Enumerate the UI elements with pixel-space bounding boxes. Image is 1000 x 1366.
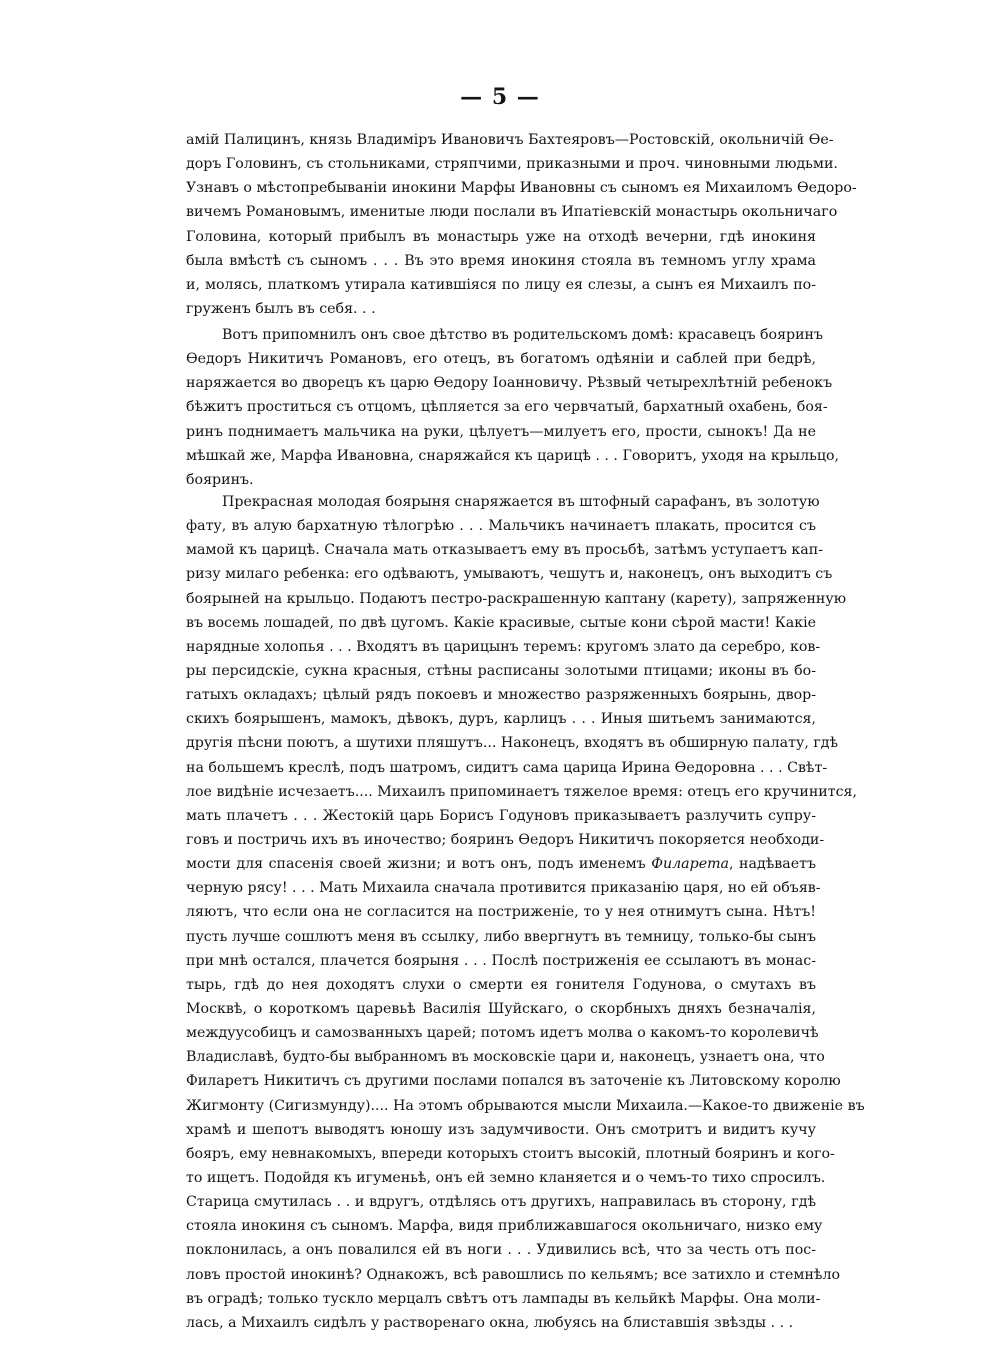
- text-line: и, молясь, платкомъ утирала катившіяся по лицу ея слезы, а сынъ ея Михаилъ по-: [186, 276, 816, 293]
- text-line: амій Палицинъ, князь Владиміръ Ивановичъ Бахтеяровъ—Ростовскій, окольничій Ѳе-: [186, 132, 834, 148]
- text-line: пусть лучше сошлютъ меня въ ссылку, либо ввергнутъ въ темницу, только-бы сынъ: [186, 928, 816, 945]
- text-line: Ѳедоръ Никитичъ Романовъ, его отецъ, въ богатомъ одѣяніи и саблей при бедрѣ,: [186, 351, 816, 368]
- text-line: Прекрасная молодая боярыня снаряжается въ штофный сарафанъ, въ золотую: [222, 494, 820, 510]
- text-line: въ восемь лошадей, по двѣ цугомъ. Какіе красивые, сытые кони сѣрой масти! Какіе: [186, 614, 816, 631]
- text-line: лась, а Михаилъ сидѣлъ у растворенаго окна, любуясь на блиставшія звѣзды . . .: [186, 1314, 794, 1331]
- text-line: мамой къ царицѣ. Сначала мать отказываетъ ему въ просьбѣ, затѣмъ уступаетъ кап-: [186, 542, 824, 559]
- text-line: мать плачетъ . . . Жестокій царь Борисъ Годуновъ приказываетъ разлучить супру-: [186, 807, 816, 824]
- text-line: была вмѣстѣ съ сыномъ . . . Въ это время инокиня стояла въ темномъ углу храма: [186, 252, 816, 269]
- text-line: Узнавъ о мѣстопребываніи инокини Марфы Ивановны съ сыномъ ея Михаиломъ Ѳедоро-: [186, 180, 857, 197]
- text-line: Владиславѣ, будто-бы выбранномъ въ московскіе цари и, наконецъ, узнаетъ она, что: [186, 1049, 825, 1066]
- text-line: на большемъ креслѣ, подъ шатромъ, сидитъ сама царица Ирина Ѳедоровна . . . Свѣт-: [186, 759, 828, 776]
- text-line: при мнѣ остался, плачется боярыня . . . Послѣ постриженія ее ссылаютъ въ монас-: [186, 952, 816, 969]
- text-line: гатыхъ окладахъ; цѣлый рядъ покоевъ и множество разряженныхъ боярынь, двор-: [186, 687, 816, 704]
- text-line: ляютъ, что если она не согласится на постриженіе, то у нея отнимутъ сына. Нѣтъ!: [186, 904, 816, 921]
- text-line: ринъ поднимаетъ мальчика на руки, цѣлуетъ—милуетъ его, прости, сынокъ! Да не: [186, 423, 816, 440]
- text-line: доръ Головинъ, съ стольниками, стряпчими, приказными и проч. чиновными людьми.: [186, 156, 838, 173]
- text-line: ры персидскіе, сукна красныя, стѣны расписаны золотыми птицами; иконы въ бо-: [186, 662, 816, 679]
- text-line: лое видѣніе исчезаетъ.... Михаилъ припоминаетъ тяжелое время: отецъ его кручинится,: [186, 783, 857, 800]
- text-line: боярыней на крыльцо. Подаютъ пестро-раскрашенную каптану (карету), запряженную: [186, 590, 847, 607]
- text-line: бѣжитъ проститься съ отцомъ, цѣпляется за его червчатый, бархатный охабень, боя-: [186, 399, 828, 416]
- text-line: мѣшкай же, Марфа Ивановна, снаряжайся къ царицѣ . . . Говоритъ, уходя на крыльцо,: [186, 447, 840, 464]
- text-line: Москвѣ, о короткомъ царевьѣ Василія Шуйскаго, о скорбныхъ дняхъ безначалія,: [186, 1000, 816, 1017]
- text-line: ризу милаго ребенка: его одѣваютъ, умываютъ, чешутъ и, наконецъ, онъ выходитъ съ: [186, 566, 833, 583]
- text-line: груженъ былъ въ себя. . .: [186, 300, 376, 317]
- text-line: бояринъ.: [186, 471, 254, 488]
- text-line: то ищетъ. Подойдя къ игуменьѣ, онъ ей земно кланяется и о чемъ-то тихо спросилъ.: [186, 1169, 826, 1186]
- text-line: Головина, который прибылъ въ монастырь уже на отходѣ вечерни, гдѣ инокиня: [186, 228, 816, 245]
- text-line: скихъ боярышенъ, мамокъ, дѣвокъ, дуръ, карлицъ . . . Иныя шитьемъ занимаются,: [186, 711, 816, 728]
- text-line: Жигмонту (Сигизмунду).... На этомъ обрываются мысли Михаила.—Какое-то движеніе въ: [186, 1097, 865, 1114]
- text-line: бояръ, ему невнакомыхъ, впереди которыхъ стоитъ высокій, плотный бояринъ и кого-: [186, 1145, 835, 1162]
- text-line: храмѣ и шепотъ выводятъ юношу изъ задумчивости. Онъ смотритъ и видитъ кучу: [186, 1121, 816, 1138]
- text-line: междуусобицъ и самозванныхъ царей; потомъ идетъ молва о какомъ-то королевичѣ: [186, 1025, 819, 1042]
- text-line: Вотъ припомнилъ онъ свое дѣтство въ родительскомъ домѣ: красавецъ бояринъ: [222, 327, 824, 343]
- page-number: — 5 —: [460, 84, 540, 110]
- text-line: Филаретъ Никитичъ съ другими послами попался въ заточеніе къ Литовскому королю: [186, 1073, 841, 1090]
- text-line: въ оградѣ; только тускло мерцалъ свѣтъ отъ лампады въ кельйкѣ Марфы. Она моли-: [186, 1290, 821, 1307]
- italic-name: Филарета: [651, 856, 730, 873]
- paragraph-2: [186, 323, 840, 492]
- text-line: тырь, гдѣ до нея доходятъ слухи о смерти ея гонителя Годунова, о смутахъ въ: [186, 976, 816, 993]
- text-line: черную рясу! . . . Мать Михаила сначала противится приказанію царя, но ей объяв-: [186, 880, 821, 897]
- text-line: стояла инокиня съ сыномъ. Марфа, видя приближавшагося окольничаго, низко ему: [186, 1218, 823, 1235]
- paragraph-3: [186, 490, 865, 1335]
- text-line: фату, въ алую бархатную тѣлогрѣю . . . Мальчикъ начинаетъ плакать, просится съ: [186, 518, 816, 535]
- text-line: ловъ простой инокинѣ? Однакожъ, всѣ равошлись по кельямъ; все затихло и стемнѣло: [186, 1266, 841, 1283]
- text-line: мости для спасенія своей жизни; и вотъ онъ, подъ именемъ Филарета, надѣваетъ: [186, 856, 816, 873]
- text-line: поклонилась, а онъ повалился ей въ ноги . . . Удивились всѣ, что за честь отъ пос-: [186, 1242, 816, 1259]
- text-line: говъ и постричь ихъ въ иночество; бояринъ Ѳедоръ Никитичъ покоряется необходи-: [186, 831, 825, 848]
- text-line: Старица смутилась . . и вдругъ, отдѣлясь отъ другихъ, направилась въ сторону, гдѣ: [186, 1194, 816, 1211]
- text-line: наряжается во дворецъ къ царю Ѳедору Іоанновичу. Рѣзвый четырехлѣтній ребенокъ: [186, 375, 833, 392]
- paragraph-1: [186, 128, 857, 321]
- text-line: нарядные холопья . . . Входятъ въ царицынъ теремъ: кругомъ злато да серебро, ков-: [186, 638, 821, 655]
- text-line: другія пѣсни поютъ, а шутихи пляшутъ... Наконецъ, входятъ въ обширную палату, гдѣ: [186, 735, 839, 752]
- text-line: вичемъ Романовымъ, именитые люди послали въ Ипатіевскій монастырь окольничаго: [186, 204, 838, 221]
